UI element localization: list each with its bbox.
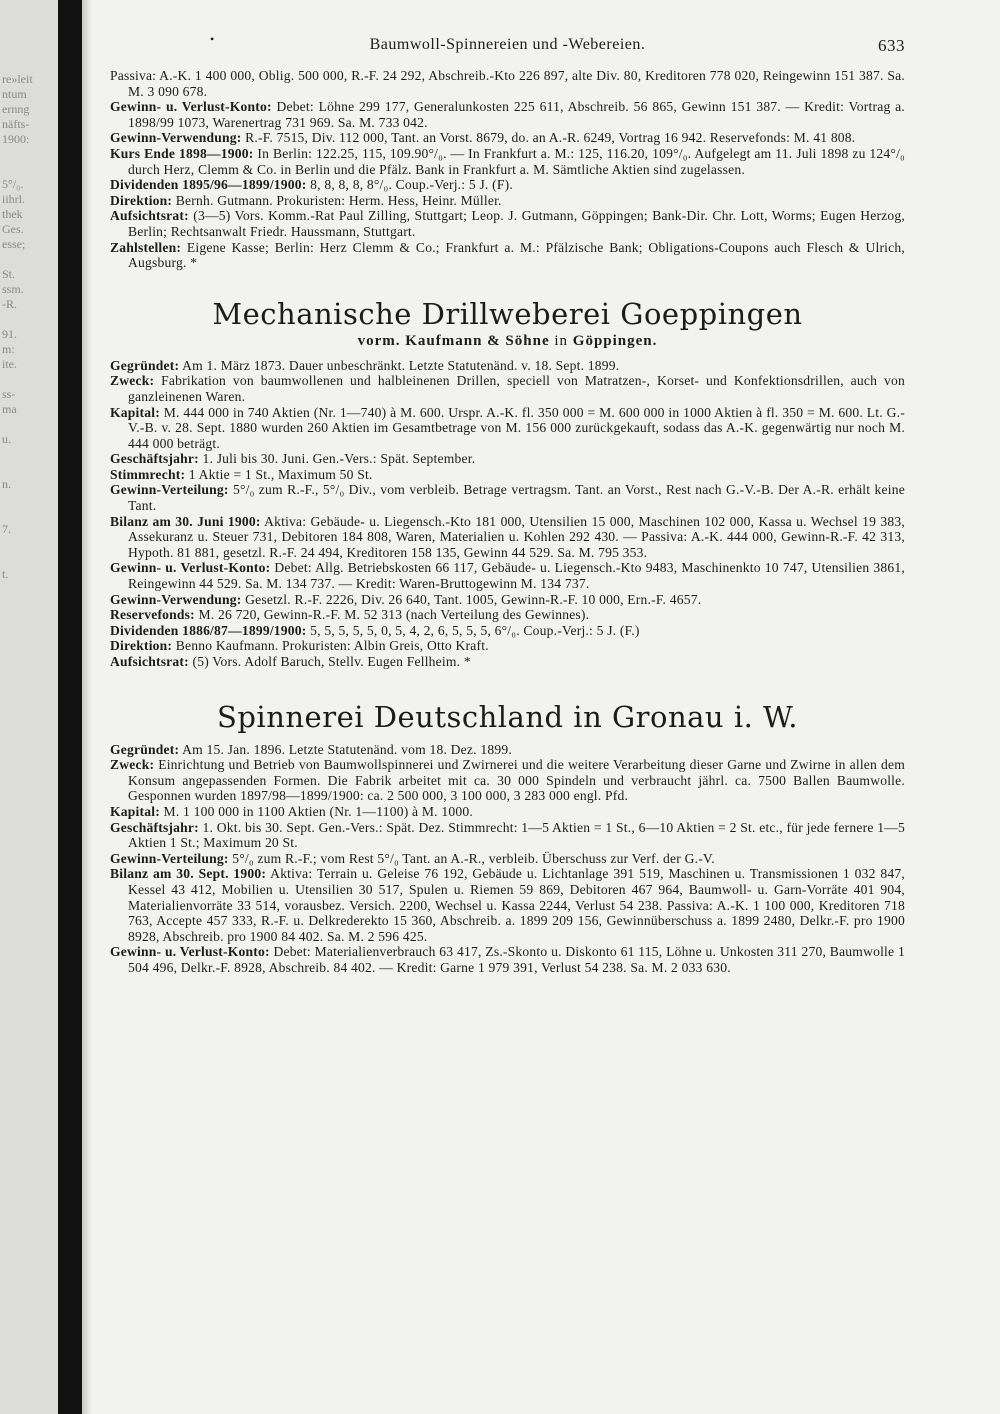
entry-label: Gewinn- u. Verlust-Konto: (110, 99, 272, 115)
entry-label: Gegründet: (110, 741, 180, 757)
entry-text: Aktiva: Gebäude- u. Liegensch.-Kto 181 000, Utensilien 15 000, Maschinen 102 000, Kassa u. Wechsel 19 383, Assekuranz u. Steuer 731, Debitoren 184 808, Waren, Materialien u. Kohlen 292 430. — Passiva: A.-K. 444 000, Gewinn-R.-F. 42 313, Hypoth. 81 881, gesetzl. R.-F. 24 494, Kreditoren 158 135, Gewinn 44 529. Sa. M. 795 353. (128, 513, 905, 560)
margin-fragment: ite. (2, 357, 17, 371)
margin-fragment (0, 462, 58, 477)
header-mark: • (210, 32, 215, 46)
margin-fragment: thek (2, 207, 23, 221)
margin-fragment (0, 417, 58, 432)
margin-fragment (0, 492, 58, 507)
section-previous-company-continuation (110, 68, 905, 271)
entry-text: Debet: Materialienverbrauch 63 417, Zs.-Skonto u. Diskonto 61 115, Löhne u. Unkosten 311 270, Baumwolle 1 504 496, Delkr.-F. 8928, Abschreib. 84 402. — Kredit: Garne 1 979 391, Verlust 54 238. Sa. M. 2 033 630. (128, 944, 905, 975)
entry-text: 8, 8, 8, 8, 8°/₀. Coup.-Verj.: 5 J. (F). (310, 177, 513, 193)
entry-text: Debet: Löhne 299 177, Generalunkosten 225 611, Abschreib. 56 865, Gewinn 151 387. — Kredit: Vortrag a. 1898/99 1073, Warenertrag 731 969. Sa. M. 733 042. (128, 99, 905, 130)
margin-fragment: St. (2, 267, 16, 281)
entry-text: 5, 5, 5, 5, 5, 0, 5, 4, 2, 6, 5, 5, 5, 6°/₀. Coup.-Verj.: 5 J. (F.) (310, 622, 640, 638)
entry-label: Zweck: (110, 757, 155, 773)
entry-label: Reservefonds: (110, 607, 195, 623)
entry-paragraph (110, 804, 905, 820)
entry-label: Bilanz am 30. Sept. 1900: (110, 866, 267, 882)
entry-label: Gegründet: (110, 357, 180, 373)
entry-text: Benno Kaufmann. Prokuristen: Albin Greis, Otto Kraft. (175, 638, 489, 654)
margin-fragment (0, 447, 58, 462)
left-page-margin-fragments (0, 0, 58, 1414)
entry-paragraph (110, 944, 905, 975)
entry-text: R.-F. 7515, Div. 112 000, Tant. an Vorst. 8679, do. an A.-R. 6249, Vortrag 16 942. Reservefonds: M. 41 808. (245, 130, 856, 146)
entry-text: Debet: Allg. Betriebskosten 66 117, Gebäude- u. Liegensch.-Kto 9483, Maschinenkto 10 747, Utensilien 3861, Reingewinn 44 529. Sa. M. 134 737. — Kredit: Waren-Bruttogewinn M. 134 737. (128, 560, 905, 592)
margin-fragment: esse; (2, 237, 26, 251)
entry-label: Gewinn-Verteilung: (110, 482, 229, 498)
margin-fragment: ntum (2, 87, 27, 101)
entry-paragraph (110, 820, 905, 851)
company-title-drillweberei: Mechanische Drillweberei Goeppingen (212, 296, 803, 331)
margin-fragment (0, 537, 58, 552)
entry-paragraph (110, 742, 905, 758)
entry-text: 1. Juli bis 30. Juni. Gen.-Vers.: Spät. September. (202, 451, 476, 467)
margin-fragment: Ges. (2, 222, 24, 236)
entry-text: 1 Aktie = 1 St., Maximum 50 St. (188, 466, 373, 482)
entry-label: Geschäftsjahr: (110, 451, 199, 467)
company-subtitle-in: in (549, 332, 573, 349)
entry-text: M. 444 000 in 740 Aktien (Nr. 1—740) à M. 600. Urspr. A.-K. fl. 350 000 = M. 600 000 in 1000 Aktien à fl. 350 = M. 600. Lt. G.-V.-B. v. 28. Sept. 1880 wurden 260 Aktien im Gesamtbetrage von M. 156 000 zurückgekauft, sodass das A.-K. gegenwärtig nur noch M. 444 000 beträgt. (128, 404, 905, 451)
entry-paragraph (110, 514, 905, 561)
margin-fragment (0, 372, 58, 387)
entry-text: (5) Vors. Adolf Baruch, Stellv. Eugen Fellheim. * (192, 654, 471, 669)
entry-paragraph (110, 607, 905, 623)
margin-fragment: -R. (2, 297, 17, 311)
entry-label: Gewinn- u. Verlust-Konto: (110, 560, 271, 576)
entry-label: Bilanz am 30. Juni 1900: (110, 513, 261, 529)
section-drillweberei (110, 358, 905, 670)
entry-text: Am 1. März 1873. Dauer unbeschränkt. Letzte Statutenänd. v. 18. Sept. 1899. (182, 357, 620, 373)
entry-text: M. 26 720, Gewinn-R.-F. M. 52 313 (nach Verteilung des Gewinnes). (198, 607, 590, 623)
margin-fragment: t. (2, 567, 9, 581)
entry-paragraph (110, 451, 905, 467)
entry-text: Aktiva: Terrain u. Geleise 76 192, Gebäude u. Lichtanlage 391 519, Maschinen u. Transmissionen 1 032 847, Kessel 43 412, Mobilien u. Utensilien 30 517, Spulen u. Riemen 59 869, Debitoren 467 964, Baumwoll- u. Garn-Vorräte 401 904, Materialienvorräte 33 514, vorausbez. Versich. 2200, Wechsel u. Kassa 2244, Verlust 54 238. Passiva: A.-K. 1 100 000, Kreditoren 718 763, Accepte 457 333, R.-F. u. Delkrederekto 15 360, Abschreib. a. 1899 209 156, Gewinnüberschuss a. 1899 2480, Delkr.-F. pro 1900 8928, Abschreib. pro 1900 84 402. Sa. M. 2 596 425. (128, 866, 906, 944)
entry-paragraph (110, 240, 905, 271)
entry-text: 1. Okt. bis 30. Sept. Gen.-Vers.: Spät. Dez. Stimmrecht: 1—5 Aktien = 1 St., 6—10 Aktien = 2 St. etc., für jede fernere 1—5 Aktien 1 St.; Maximum 20 St. (128, 819, 905, 851)
margin-fragment: ernng (2, 102, 30, 116)
entry-text: Einrichtung und Betrieb von Baumwollspinnerei und Zwirnerei und die weitere Verarbeitung dieser Garne und Zwirne in allen dem Konsum angepassenden Formen. Die Fabrik arbeitet mit ca. 30 000 Spindeln und verbraucht jährl. ca. 7500 Ballen Baumwolle. Gesponnen wurden 1897/98—1899/1900: ca. 2 500 000, 3 100 000, 3 283 000 engl. Pfd. (128, 757, 905, 804)
entry-text: 5°/₀ zum R.-F.; vom Rest 5°/₀ Tant. an A.-R., verbleib. Überschuss zur Verf. der G.-V. (232, 850, 715, 866)
entry-paragraph (110, 851, 905, 867)
entry-paragraph (110, 467, 905, 483)
entry-paragraph (110, 177, 905, 193)
entry-paragraph (110, 482, 905, 513)
entry-paragraph (110, 146, 905, 177)
margin-fragment (0, 312, 58, 327)
entry-paragraph (110, 373, 905, 404)
margin-fragment: 5°/₀. (2, 177, 24, 191)
margin-fragment (0, 252, 58, 267)
company-subtitle-drillweberei (110, 333, 905, 350)
entry-paragraph (110, 560, 905, 591)
entry-paragraph (110, 623, 905, 639)
margin-fragment: 1900: (2, 132, 30, 146)
entry-text: Passiva: A.-K. 1 400 000, Oblig. 500 000, R.-F. 24 292, Abschreib.-Kto 226 897, alte Div. 80, Kreditoren 778 020, Reingewinn 151 387. Sa. M. 3 090 678. (110, 68, 905, 99)
entry-label: Gewinn-Verwendung: (110, 130, 242, 146)
entry-label: Kapital: (110, 404, 160, 420)
entry-paragraph (110, 358, 905, 374)
entry-paragraph (110, 405, 905, 452)
entry-text: Bernh. Gutmann. Prokuristen: Herm. Hess, Heinr. Müller. (175, 192, 502, 208)
margin-fragment: re»leit (2, 72, 33, 86)
entry-text: Gesetzl. R.-F. 2226, Div. 26 640, Tant. 1005, Gewinn-R.-F. 10 000, Ern.-F. 4657. (245, 591, 702, 607)
entry-paragraph (110, 654, 905, 670)
margin-fragment (0, 162, 58, 177)
margin-fragment: näfts- (2, 117, 30, 131)
entry-label: Direktion: (110, 192, 173, 208)
entry-text: (3—5) Vors. Komm.-Rat Paul Zilling, Stuttgart; Leop. J. Gutmann, Göppingen; Bank-Dir. Chr. Lott, Worms; Eugen Herzog, Berlin; Rechtsanwalt Friedr. Haussmann, Stuttgart. (128, 208, 905, 239)
margin-fragment (0, 552, 58, 567)
entry-paragraph (110, 592, 905, 608)
entry-label: Geschäftsjahr: (110, 819, 199, 835)
running-head (110, 30, 905, 60)
entry-paragraph (110, 68, 905, 99)
company-subtitle-place: Göppingen. (572, 332, 658, 349)
book-spine (58, 0, 82, 1414)
entry-label: Direktion: (110, 638, 173, 654)
entry-paragraph (110, 208, 905, 239)
entry-text: Eigene Kasse; Berlin: Herz Clemm & Co.; Frankfurt a. M.: Pfälzische Bank; Obligations-Coupons auch Flesch & Ulrich, Augsburg. * (128, 239, 905, 271)
page-content (110, 30, 905, 976)
margin-fragment: ss- (2, 387, 16, 401)
entry-label: Gewinn- u. Verlust-Konto: (110, 944, 270, 960)
entry-paragraph (110, 757, 905, 804)
margin-fragment: n. (2, 477, 11, 491)
page-number: 633 (878, 36, 905, 55)
margin-fragment: ssm. (2, 282, 24, 296)
entry-text: 5°/₀ zum R.-F., 5°/₀ Div., vom verbleib. Betrage vertragsm. Tant. an Vorst., Rest nach G.-V.-B. Der A.-R. erhält keine Tant. (128, 482, 905, 514)
entry-label: Dividenden 1886/87—1899/1900: (110, 622, 307, 638)
entry-label: Zahlstellen: (110, 239, 182, 255)
margin-fragment: u. (2, 432, 11, 446)
entry-text: Fabrikation von baumwollenen und halbleinenen Drillen, speciell von Matratzen-, Korset- und Konfektionsdrillen, auch von ganzleinenen Waren. (128, 373, 905, 404)
entry-text: Am 15. Jan. 1896. Letzte Statutenänd. vom 18. Dez. 1899. (182, 741, 512, 757)
entry-text: In Berlin: 122.25, 115, 109.90°/₀. — In Frankfurt a. M.: 125, 116.20, 109°/₀. Aufgelegt am 11. Juli 1898 zu 124°/₀ durch Herz, Clemm & Co. in Berlin und die Pfälz. Bank in Frankfurt a. M. Sämtliche Aktien sind zugelassen. (128, 145, 905, 177)
entry-text: M. 1 100 000 in 1100 Aktien (Nr. 1—1100) à M. 1000. (163, 803, 473, 819)
margin-fragment (0, 147, 58, 162)
entry-paragraph (110, 866, 905, 944)
margin-fragment: 91. (2, 327, 17, 341)
entry-paragraph (110, 130, 905, 146)
company-title-spinnerei-deutschland: Spinnerei Deutschland in Gronau i. W. (217, 699, 798, 734)
section-spinnerei-deutschland (110, 742, 905, 976)
entry-paragraph (110, 99, 905, 130)
entry-label: Gewinn-Verteilung: (110, 850, 229, 866)
margin-fragment: ma (2, 402, 17, 416)
entry-paragraph (110, 193, 905, 209)
entry-label: Zweck: (110, 373, 155, 389)
gutter-shadow (82, 0, 92, 1414)
entry-label: Gewinn-Verwendung: (110, 591, 242, 607)
entry-label: Kapital: (110, 803, 160, 819)
entry-label: Dividenden 1895/96—1899/1900: (110, 177, 307, 193)
margin-fragment (0, 507, 58, 522)
margin-fragment: m: (2, 342, 15, 356)
entry-label: Stimmrecht: (110, 466, 186, 482)
company-subtitle-former-name: vorm. Kaufmann & Söhne (357, 332, 550, 349)
margin-fragment: iihrl. (2, 192, 25, 206)
entry-paragraph (110, 638, 905, 654)
entry-label: Kurs Ende 1898—1900: (110, 145, 254, 161)
margin-fragment: 7. (2, 522, 11, 536)
entry-label: Aufsichtsrat: (110, 654, 189, 669)
entry-label: Aufsichtsrat: (110, 208, 189, 224)
running-head-title: Baumwoll-Spinnereien und -Webereien. (369, 36, 646, 53)
